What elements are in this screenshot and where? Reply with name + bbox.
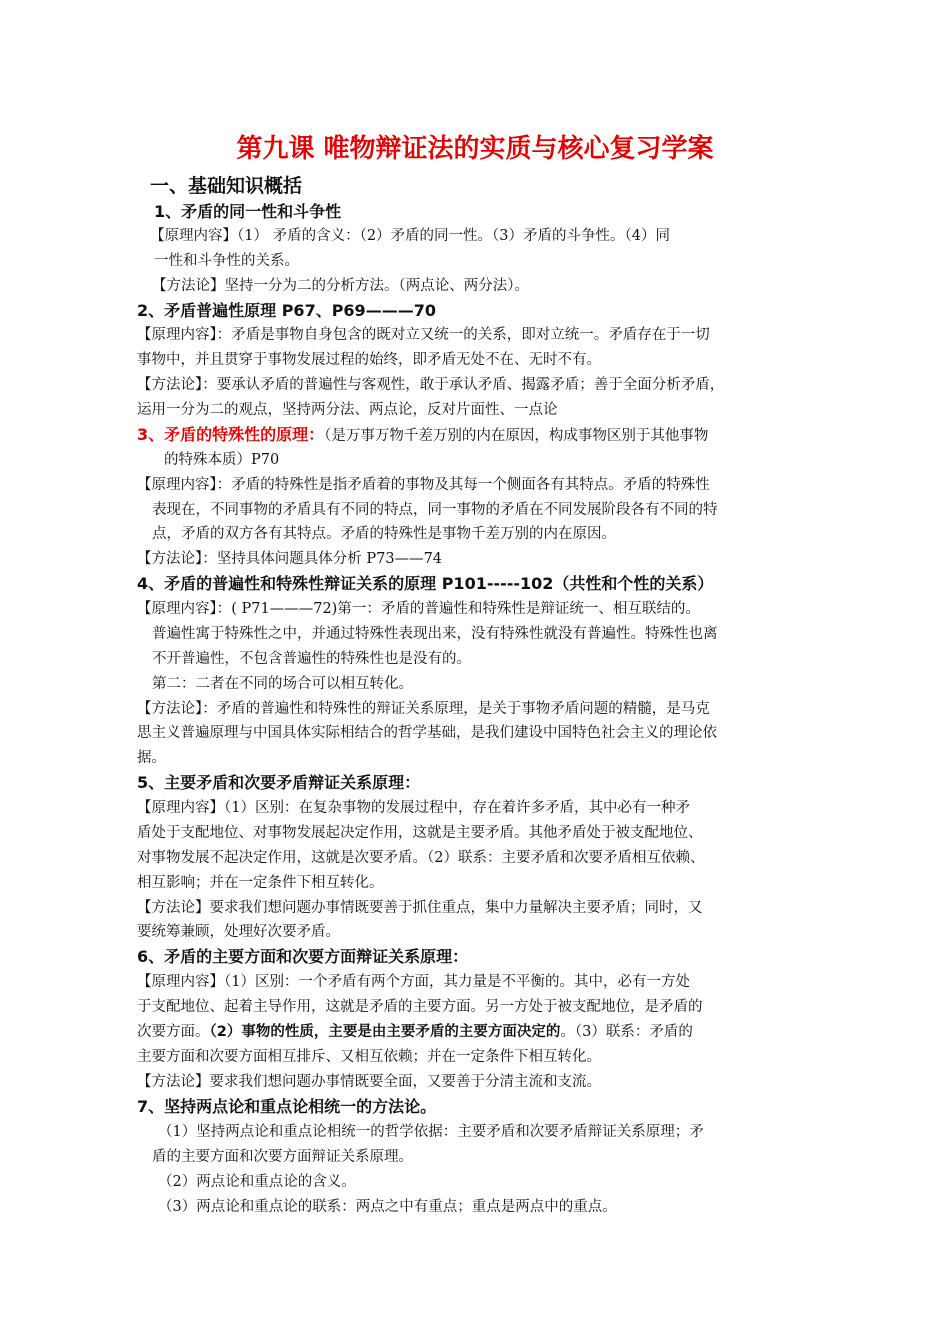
text-line: 的特殊本质）P70 <box>164 452 280 468</box>
heading-5: 5、主要矛盾和次要矛盾辩证关系原理： <box>137 773 421 792</box>
text-line: 盾处于支配地位、对事物发展起决定作用，这就是主要矛盾。其他矛盾处于被支配地位、 <box>137 825 703 841</box>
text-line: 【原理内容】（1） 矛盾的含义：（2）矛盾的同一性。（3）矛盾的斗争性。（4）同 <box>150 228 671 244</box>
text-line: 普遍性寓于特殊性之中，并通过特殊性表现出来，没有特殊性就没有普遍性。特殊性也离 <box>152 626 718 642</box>
heading-3-note: （是万事万物千差万别的内在原因，构成事物区别于其他事物 <box>324 428 709 444</box>
text-line: 【原理内容】：矛盾是事物自身包含的既对立又统一的关系，即对立统一。矛盾存在于一切 <box>137 327 710 343</box>
text-segment: 次要方面。 <box>137 1024 210 1040</box>
text-line: 思主义普遍原理与中国具体实际相结合的哲学基础，是我们建设中国特色社会主义的理论依 <box>137 725 717 741</box>
text-line: 【方法论】：坚持具体问题具体分析 P73——74 <box>137 551 443 567</box>
heading-3 <box>137 423 708 448</box>
text-line: 【方法论】：要承认矛盾的普遍性与客观性，敢于承认矛盾、揭露矛盾；善于全面分析矛盾， <box>137 377 725 393</box>
page-title: 第九课 唯物辩证法的实质与核心复习学案 <box>236 134 714 164</box>
heading-4: 4、矛盾的普遍性和特殊性辩证关系的原理 P101-----102（共性和个性的关系） <box>137 574 714 593</box>
heading-1: 1、矛盾的同一性和斗争性 <box>154 202 342 221</box>
text-line: 【原理内容】（1）区别：一个矛盾有两个方面，其力量是不平衡的。其中，必有一方处 <box>137 974 690 990</box>
text-line: 【原理内容】：( P71———72)第一：矛盾的普遍性和特殊性是辩证统一、相互联结的。 <box>137 601 700 617</box>
text-line: 不开普遍性，不包含普遍性的特殊性也是没有的。 <box>152 651 471 667</box>
text-line: 要统筹兼顾，处理好次要矛盾。 <box>137 924 340 940</box>
emphasis-text: （2）事物的性质，主要是由主要矛盾的主要方面决定的 <box>209 1024 561 1040</box>
text-line: 第二：二者在不同的场合可以相互转化。 <box>152 676 413 692</box>
heading-2: 2、矛盾普遍性原理 P67、P69———70 <box>137 301 436 320</box>
text-line: 【方法论】要求我们想问题办事情既要全面，又要善于分清主流和支流。 <box>137 1074 601 1090</box>
text-line: 相互影响；并在一定条件下相互转化。 <box>137 875 384 891</box>
text-line: 【原理内容】：矛盾的特殊性是指矛盾着的事物及其每一个侧面各有其特点。矛盾的特殊性 <box>137 477 710 493</box>
text-line: 于支配地位、起着主导作用，这就是矛盾的主要方面。另一方处于被支配地位，是矛盾的 <box>137 999 703 1015</box>
text-line: 盾的主要方面和次要方面辩证关系原理。 <box>152 1149 413 1165</box>
text-line: 【方法论】坚持一分为二的分析方法。（两点论、两分法）。 <box>152 278 529 294</box>
text-line: 事物中，并且贯穿于事物发展过程的始终，即矛盾无处不在、无时不有。 <box>137 352 601 368</box>
text-line: （3）两点论和重点论的联系：两点之中有重点；重点是两点中的重点。 <box>158 1199 617 1215</box>
text-line: 一性和斗争性的关系。 <box>154 253 299 269</box>
text-line: 据。 <box>137 750 166 766</box>
text-line: 点，矛盾的双方各有其特点。矛盾的特殊性是事物千差万别的内在原因。 <box>152 526 616 542</box>
text-line: 【方法论】：矛盾的普遍性和特殊性的辩证关系原理，是关于事物矛盾问题的精髓，是马克 <box>137 701 710 717</box>
text-segment: 。（3）联系：矛盾的 <box>560 1024 693 1040</box>
text-line: 【方法论】要求我们想问题办事情既要善于抓住重点，集中力量解决主要矛盾；同时，又 <box>137 900 703 916</box>
text-line <box>137 1020 693 1044</box>
text-line: （2）两点论和重点论的含义。 <box>158 1174 356 1190</box>
text-line: 对事物发展不起决定作用，这就是次要矛盾。（2）联系：主要矛盾和次要矛盾相互依赖、 <box>137 850 705 866</box>
text-line: （1）坚持两点论和重点论相统一的哲学依据：主要矛盾和次要矛盾辩证关系原理；矛 <box>158 1124 704 1140</box>
text-line: 表现在，不同事物的矛盾具有不同的特点，同一事物的矛盾在不同发展阶段各有不同的特 <box>152 502 718 518</box>
text-line: 主要方面和次要方面相互排斥、又相互依赖；并在一定条件下相互转化。 <box>137 1049 601 1065</box>
heading-6: 6、矛盾的主要方面和次要方面辩证关系原理： <box>137 947 469 966</box>
heading-3-title: 3、矛盾的特殊性的原理： <box>137 425 325 444</box>
text-line: 【原理内容】（1）区别：在复杂事物的发展过程中，存在着许多矛盾，其中必有一种矛 <box>137 800 690 816</box>
heading-7: 7、坚持两点论和重点论相统一的方法论。 <box>137 1097 437 1116</box>
text-line: 运用一分为二的观点，坚持两分法、两点论，反对片面性、一点论 <box>137 402 558 418</box>
section-heading: 一、基础知识概括 <box>150 175 303 197</box>
